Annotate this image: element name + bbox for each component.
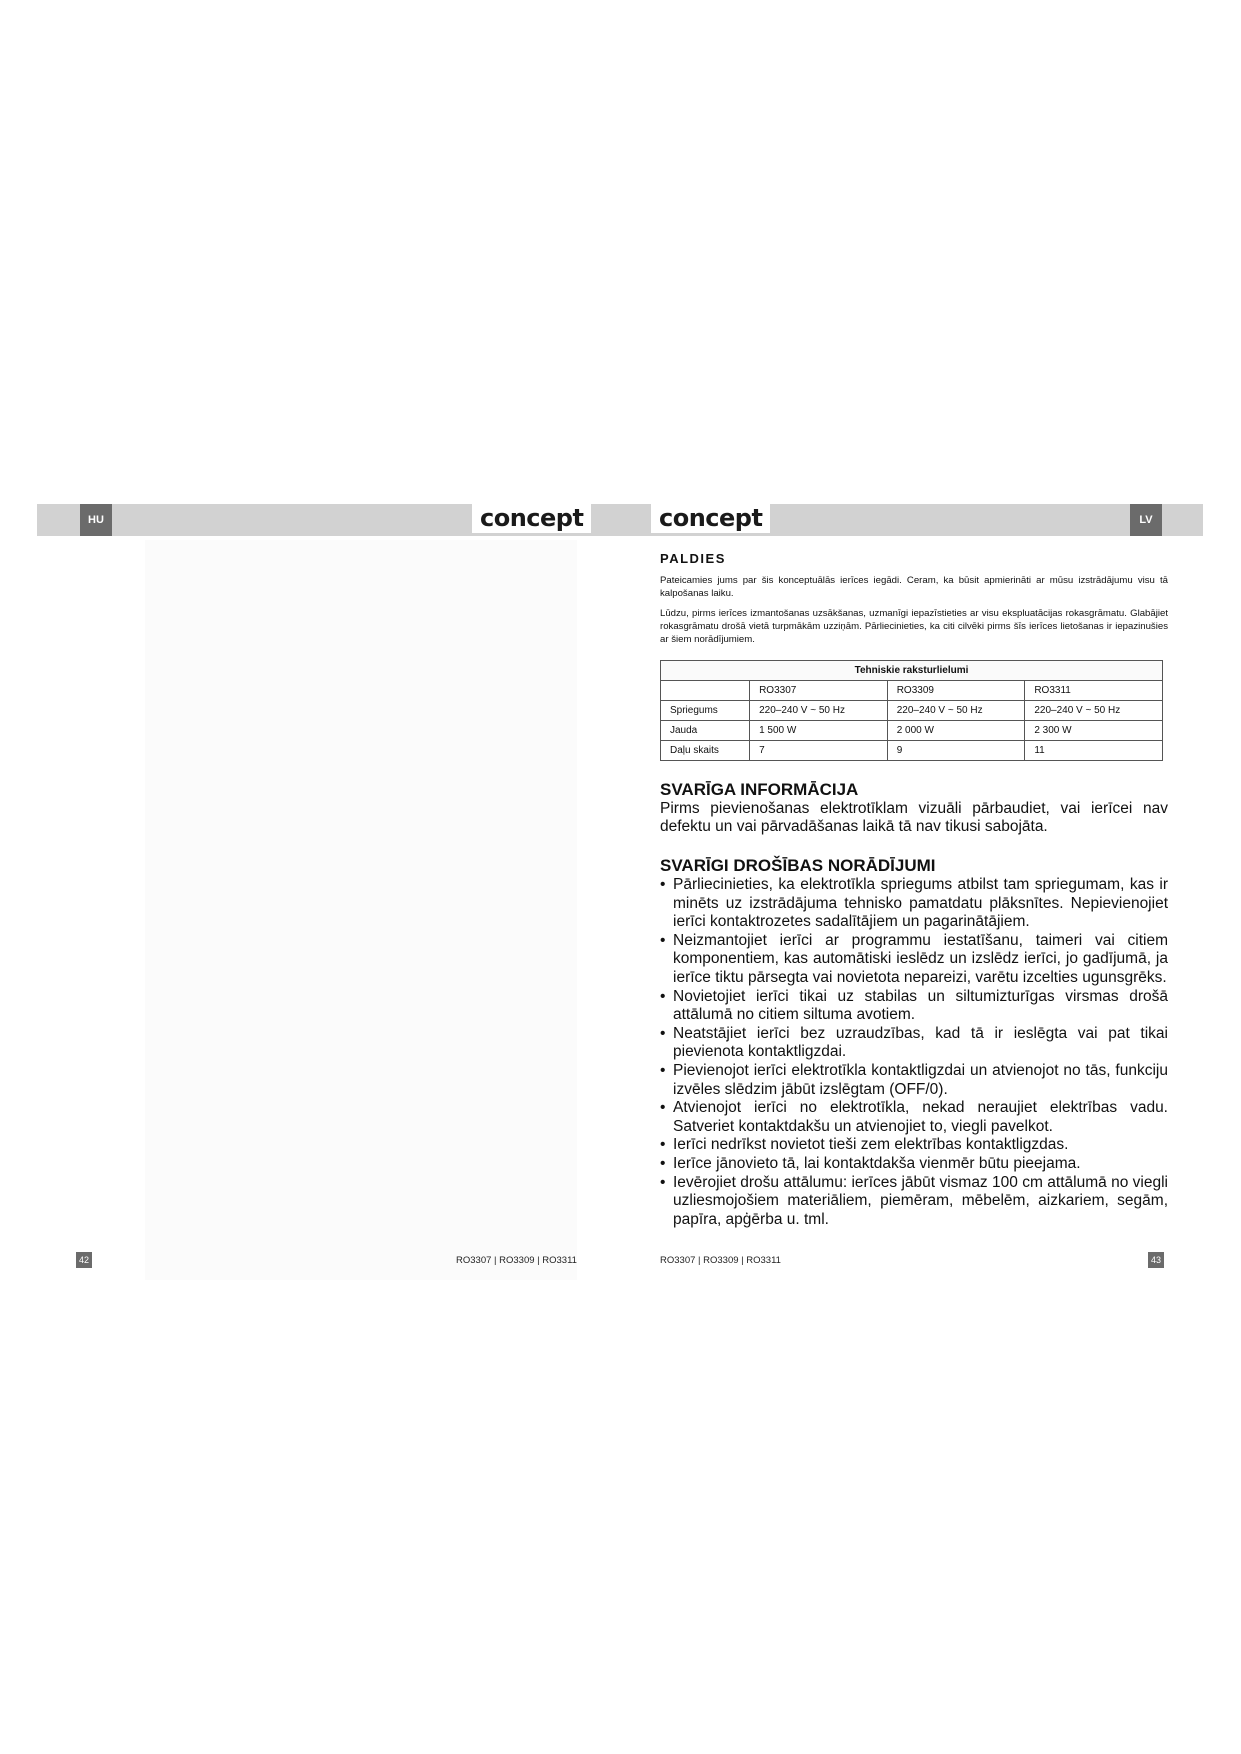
language-tab-lv: LV: [1130, 504, 1162, 536]
table-cell-model: RO3307: [750, 681, 888, 701]
list-item: • Ievērojiet drošu attālumu: ierīces jābūt vismaz 100 cm attālumā no viegli uzliesmojošiem materiāliem, piemēram, mēbelēm, aizkariem, segām, papīra, apģērba u. tml.: [660, 1174, 1168, 1230]
footer-models-left: RO3307 | RO3309 | RO3311: [456, 1255, 577, 1266]
table-cell: 11: [1025, 741, 1163, 761]
important-info-text: Pirms pievienošanas elektrotīklam vizuāli pārbaudiet, vai ierīcei nav defektu un vai pārvadāšanas laikā tā nav tikusi sabojāta.: [660, 800, 1168, 835]
table-row-label: Spriegums: [661, 701, 750, 721]
table-cell: 1 500 W: [750, 721, 888, 741]
intro-paragraph-1: Pateicamies jums par šis konceptuālās ierīces iegādi. Ceram, ka būsit apmierināti ar mūsu izstrādājumu visu tā kalpošanas laiku.: [660, 575, 1168, 599]
page-content-lv: [660, 548, 1168, 1229]
intro-paragraph-2: Lūdzu, pirms ierīces izmantošanas uzsākšanas, uzmanīgi iepazīstieties ar visu ekspluatācijas rokasgrāmatu. Glabājiet rokasgrāmatu drošā vietā turpmākām uzziņām. Pārliecinieties, ka citi cilvēki pirms šīs ierīces lietošanas ir iepazinušies ar šiem norādījumiem.: [660, 608, 1168, 645]
footer-models-right: RO3307 | RO3309 | RO3311: [660, 1255, 781, 1266]
header-bar: [37, 504, 1203, 536]
table-cell-empty: [661, 681, 750, 701]
table-cell: 220–240 V ~ 50 Hz: [750, 701, 888, 721]
table-row: [661, 721, 1163, 741]
specs-table: [660, 660, 1163, 761]
safety-heading: SVARĪGI DROŠĪBAS NORĀDĪJUMI: [660, 856, 936, 875]
table-cell-model: RO3309: [887, 681, 1025, 701]
table-cell-model: RO3311: [1025, 681, 1163, 701]
important-info-heading: SVARĪGA INFORMĀCIJA: [660, 780, 859, 799]
table-cell: 220–240 V ~ 50 Hz: [1025, 701, 1163, 721]
safety-list: [660, 876, 1168, 1229]
list-item: • Ierīci nedrīkst novietot tieši zem elektrības kontaktligzdas.: [660, 1136, 1168, 1155]
brand-logo-left: concept: [472, 503, 591, 533]
list-item: • Pievienojot ierīci elektrotīkla kontaktligzdai un atvienojot no tās, funkciju izvēles slēdzim jābūt izslēgtam (OFF/0).: [660, 1062, 1168, 1099]
table-row: [661, 701, 1163, 721]
list-item: • Pārliecinieties, ka elektrotīkla spriegums atbilst tam spriegumam, kas ir minēts uz izstrādājuma tehnisko pamatdatu plāksnītes. Nepievienojiet ierīci kontaktrozetes sadalītājiem un pagarinātājiem.: [660, 876, 1168, 932]
specs-model-row: [661, 681, 1163, 701]
list-item: • Neizmantojiet ierīci ar programmu iestatīšanu, taimeri vai citiem komponentiem, kas automātiski ieslēdz un izslēdz ierīci, jo gadījumā, ja ierīce tiktu pārsegta vai novietota nepareizi, varētu izcelties ugunsgrēks.: [660, 932, 1168, 988]
table-cell: 220–240 V ~ 50 Hz: [887, 701, 1025, 721]
table-cell: 9: [887, 741, 1025, 761]
list-item: • Atvienojot ierīci no elektrotīkla, nekad neraujiet elektrības vadu. Satveriet kontaktdakšu un atvienojiet to, viegli pavelkot.: [660, 1099, 1168, 1136]
list-item: • Ierīce jānovieto tā, lai kontaktdakša vienmēr būtu pieejama.: [660, 1155, 1168, 1174]
table-row: [661, 741, 1163, 761]
brand-logo-right: concept: [651, 503, 770, 533]
list-item: • Novietojiet ierīci tikai uz stabilas un siltumizturīgas virsmas drošā attālumā no citiem siltuma avotiem.: [660, 988, 1168, 1025]
thanks-heading: PALDIES: [660, 551, 726, 566]
table-row-label: Daļu skaits: [661, 741, 750, 761]
left-page-blank: [145, 540, 577, 1280]
language-tab-hu: HU: [80, 504, 112, 536]
table-cell: 2 300 W: [1025, 721, 1163, 741]
page-number-right: 43: [1148, 1252, 1164, 1268]
table-cell: 7: [750, 741, 888, 761]
table-row-label: Jauda: [661, 721, 750, 741]
list-item: • Neatstājiet ierīci bez uzraudzības, kad tā ir ieslēgta vai pat tikai pievienota kontaktligzdai.: [660, 1025, 1168, 1062]
table-cell: 2 000 W: [887, 721, 1025, 741]
specs-caption: Tehniskie raksturlielumi: [661, 661, 1163, 681]
page-number-left: 42: [76, 1252, 92, 1268]
